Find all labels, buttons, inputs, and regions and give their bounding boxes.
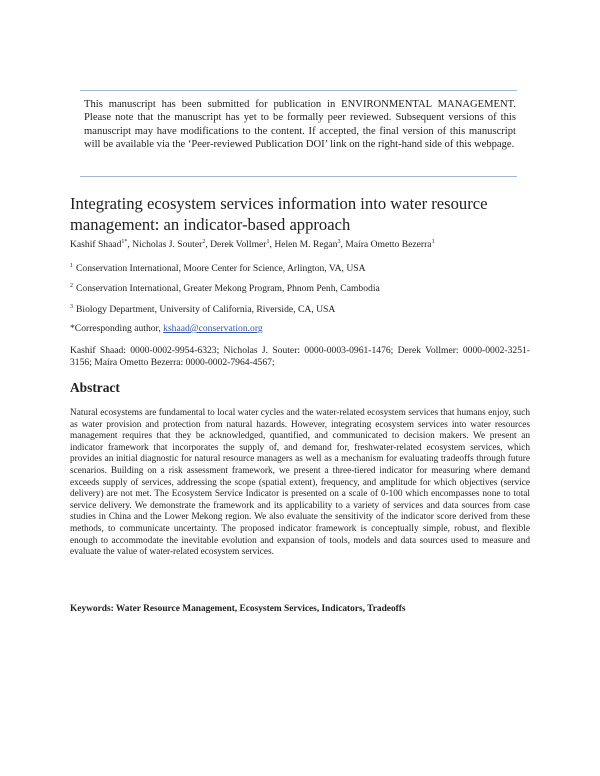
notice-top-rule: [80, 90, 517, 91]
author: Nicholas J. Souter: [132, 239, 203, 250]
keywords: Keywords: Water Resource Management, Ecosystem Services, Indicators, Tradeoffs: [70, 604, 406, 614]
author-separator: ,: [127, 239, 133, 250]
author-list: [70, 239, 540, 251]
affiliation-3: [70, 304, 540, 316]
affiliation-number: 1: [70, 263, 73, 269]
author-affiliation-mark: 1*: [121, 239, 128, 245]
submission-notice: This manuscript has been submitted for publication in ENVIRONMENTAL MANAGEMENT. Please note that the manuscript has yet to be formally peer reviewed. Subsequent versions of this manuscript may have modifications to the content. If accepted, the final version of this manuscript will be available via the ‘Peer-reviewed Publication DOI’ link on the right-hand side of this webpage.: [84, 99, 516, 151]
affiliation-number: 2: [70, 283, 73, 289]
corresponding-label: *Corresponding author,: [70, 323, 164, 334]
author: Helen M. Regan: [274, 239, 338, 250]
affiliation-text: Conservation International, Moore Center for Science, Arlington, VA, USA: [76, 263, 366, 274]
affiliation-2: [70, 283, 540, 295]
author-separator: ,: [205, 239, 211, 250]
affiliation-text: Conservation International, Greater Mekong Program, Phnom Penh, Cambodia: [76, 283, 380, 294]
author-affiliation-mark: 1: [266, 239, 270, 245]
affiliation-number: 3: [70, 304, 73, 310]
author-separator: ,: [340, 239, 346, 250]
orcid-list: Kashif Shaad: 0000-0002-9954-6323; Nicholas J. Souter: 0000-0003-0961-1476; Derek Vollmer: 0000-0002-3251-3156; Maíra Ometto Bezerra: 0000-0002-7964-4567;: [70, 345, 530, 369]
affiliation-text: Biology Department, University of California, Riverside, CA, USA: [76, 304, 336, 315]
author-affiliation-mark: 1: [431, 239, 435, 245]
abstract-heading: Abstract: [70, 380, 120, 395]
abstract-body: Natural ecosystems are fundamental to local water cycles and the water-related ecosystem services that humans enjoy, such as water provision and protection from natural hazards. However, integrating ecosystem services into water resources management requires that they be acknowledged, quantified, and communicated to decision makers. We present an indicator framework that incorporates the supply of, and demand for, freshwater-related ecosystem services, which provides an initial diagnostic for natural resource managers as well as a mechanism for evaluating tradeoffs through future scenarios. Building on a risk assessment framework, we present a three-tiered indicator for measuring where demand exceeds supply of services, addressing the scope (spatial extent), frequency, and amplitude for which objectives (service delivery) are not met. The Ecosystem Service Indicator is presented on a scale of 0-100 which encompasses none to total service delivery. We demonstrate the framework and its applicability to a variety of services and data sources from case studies in China and the Lower Mekong region. We also evaluate the sensitivity of the indicator score derived from these methods, to communicate uncertainty. The proposed indicator framework is conceptually simple, robust, and flexible enough to accommodate the inevitable evolution and expansion of tools, models and data sources used to measure and evaluate the value of water-related ecosystem services.: [70, 408, 530, 558]
author-separator: ,: [269, 239, 275, 250]
notice-bottom-rule: [80, 176, 517, 177]
author-affiliation-mark: 2: [202, 239, 206, 245]
author: Kashif Shaad: [70, 239, 122, 250]
corresponding-author: [70, 323, 540, 335]
paper-title: Integrating ecosystem services information into water resource management: an indicator-based approach: [70, 194, 488, 234]
affiliation-1: [70, 263, 540, 275]
corresponding-email-link[interactable]: kshaad@conservation.org: [163, 323, 263, 334]
author: Maíra Ometto Bezerra: [345, 239, 432, 250]
author: Derek Vollmer: [210, 239, 267, 250]
author-affiliation-mark: 3: [337, 239, 341, 245]
